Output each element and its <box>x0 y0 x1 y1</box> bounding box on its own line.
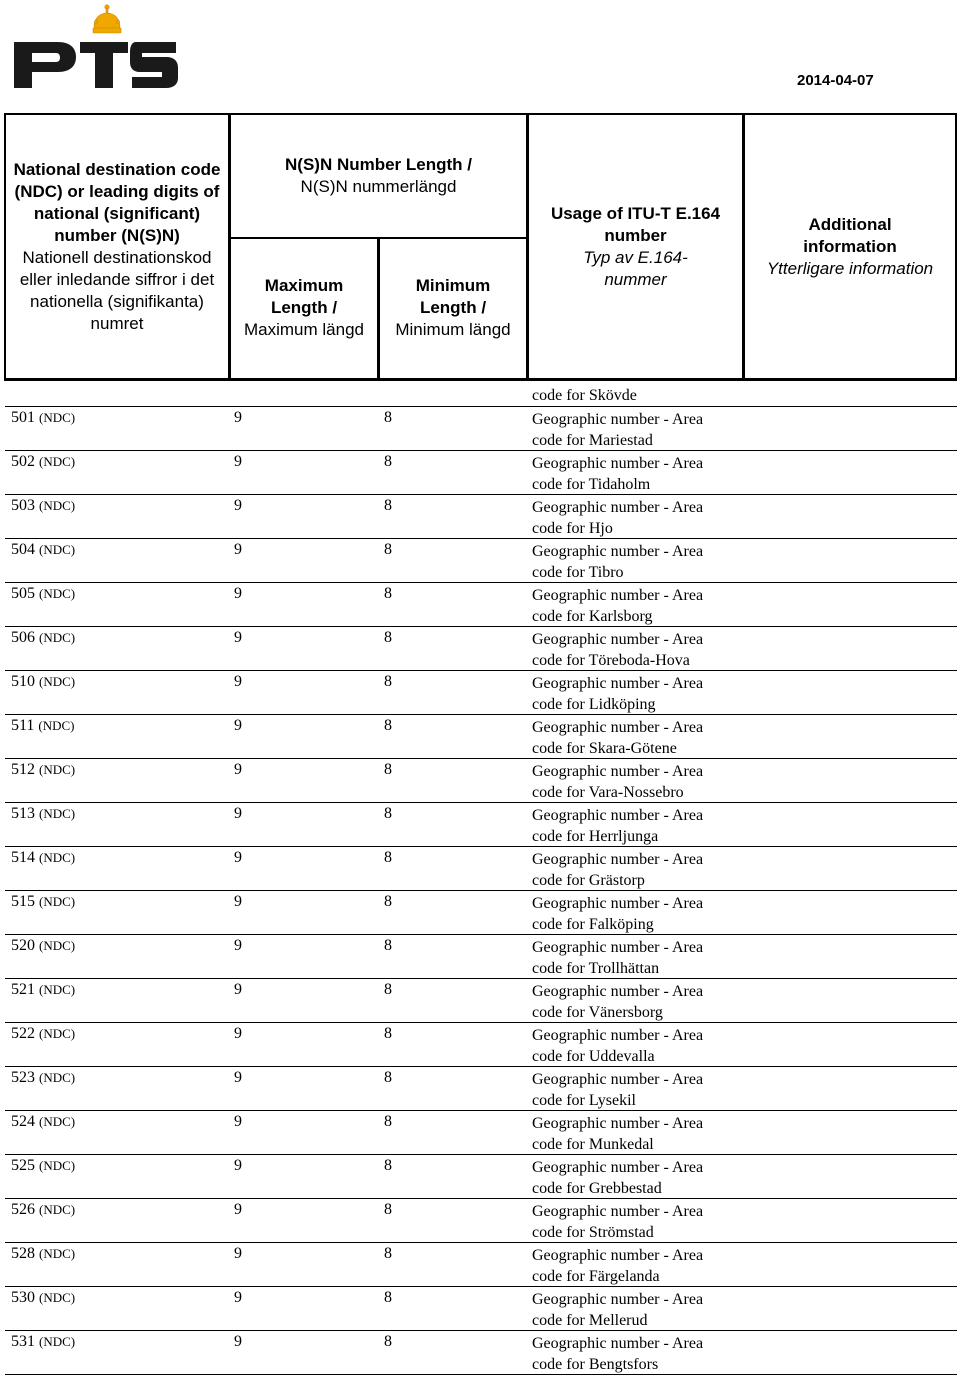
usage: Geographic number - Area code for Falköping <box>532 895 704 933</box>
max-length: 9 <box>234 717 242 734</box>
max-length: 9 <box>234 541 242 558</box>
max-length: 9 <box>234 673 242 690</box>
ndc-code: 515 (NDC) <box>11 893 76 910</box>
header-additional-en: Additional information <box>803 214 897 256</box>
usage: Geographic number - Area code for Lysekil <box>532 1071 704 1109</box>
min-length: 8 <box>384 629 392 646</box>
usage: Geographic number - Area code for Grebbestad <box>532 1159 704 1197</box>
header-col-usage <box>529 115 742 378</box>
usage: Geographic number - Area code for Mellerud <box>532 1291 704 1329</box>
ndc-code: 501 (NDC) <box>11 409 76 426</box>
max-length: 9 <box>234 409 242 426</box>
max-length: 9 <box>234 1333 242 1350</box>
min-length: 8 <box>384 893 392 910</box>
ndc-code: 505 (NDC) <box>11 585 76 602</box>
usage-continuation: code for Skövde <box>532 387 637 404</box>
ndc-code: 530 (NDC) <box>11 1289 76 1306</box>
max-length: 9 <box>234 937 242 954</box>
min-length: 8 <box>384 717 392 734</box>
max-length: 9 <box>234 585 242 602</box>
max-length: 9 <box>234 761 242 778</box>
ndc-code: 521 (NDC) <box>11 981 76 998</box>
pts-logo <box>10 2 180 92</box>
usage: Geographic number - Area code for Munkedal <box>532 1115 704 1153</box>
table-row <box>5 407 957 451</box>
min-length: 8 <box>384 585 392 602</box>
usage: Geographic number - Area code for Vara-Nossebro <box>532 763 704 801</box>
ndc-code: 511 (NDC) <box>11 717 75 734</box>
ndc-code: 522 (NDC) <box>11 1025 76 1042</box>
header-col-min <box>380 237 526 379</box>
max-length: 9 <box>234 1245 242 1262</box>
max-length: 9 <box>234 981 242 998</box>
usage: Geographic number - Area code for Tidaholm <box>532 455 704 493</box>
max-length: 9 <box>234 805 242 822</box>
table-row <box>5 583 957 627</box>
header-usage-sv: Typ av E.164-nummer <box>583 247 688 289</box>
max-length: 9 <box>234 1289 242 1306</box>
usage: Geographic number - Area code for Vänersborg <box>532 983 704 1021</box>
ndc-code: 526 (NDC) <box>11 1201 76 1218</box>
header-min-en: Minimum Length / <box>415 276 491 317</box>
max-length: 9 <box>234 893 242 910</box>
svg-text:PTS: PTS <box>20 2 22 3</box>
min-length: 8 <box>384 761 392 778</box>
document-date: 2014-04-07 <box>797 72 874 89</box>
table-row <box>5 495 957 539</box>
max-length: 9 <box>234 1069 242 1086</box>
ndc-code: 510 (NDC) <box>11 673 76 690</box>
header-col-length <box>231 115 526 237</box>
crown-icon <box>93 5 121 33</box>
table-row <box>5 979 957 1023</box>
min-length: 8 <box>384 1333 392 1350</box>
table-row <box>5 803 957 847</box>
min-length: 8 <box>384 541 392 558</box>
usage: Geographic number - Area code for Töreboda-Hova <box>532 631 704 669</box>
usage: Geographic number - Area code for Bengtsfors <box>532 1335 704 1373</box>
min-length: 8 <box>384 1201 392 1218</box>
ndc-code: 524 (NDC) <box>11 1113 76 1130</box>
ndc-code: 512 (NDC) <box>11 761 76 778</box>
header-max-sv: Maximum längd <box>244 320 364 339</box>
usage: Geographic number - Area code for Herrljunga <box>532 807 704 845</box>
min-length: 8 <box>384 937 392 954</box>
table-header <box>4 113 957 381</box>
min-length: 8 <box>384 1069 392 1086</box>
table-row <box>5 1155 957 1199</box>
usage: Geographic number - Area code for Lidköping <box>532 675 704 713</box>
min-length: 8 <box>384 1113 392 1130</box>
usage: Geographic number - Area code for Färgelanda <box>532 1247 704 1285</box>
max-length: 9 <box>234 1201 242 1218</box>
ndc-code: 523 (NDC) <box>11 1069 76 1086</box>
header-col-ndc-en: National destination code (NDC) or leading digits of national (significant) number (N(S)N) <box>13 159 221 245</box>
header-col-max <box>231 237 377 379</box>
max-length: 9 <box>234 497 242 514</box>
min-length: 8 <box>384 673 392 690</box>
usage: Geographic number - Area code for Trollhättan <box>532 939 704 977</box>
table-row-continuation <box>5 383 957 407</box>
ndc-code: 503 (NDC) <box>11 497 76 514</box>
min-length: 8 <box>384 981 392 998</box>
usage: Geographic number - Area code for Skara-Götene <box>532 719 704 757</box>
min-length: 8 <box>384 1289 392 1306</box>
min-length: 8 <box>384 1025 392 1042</box>
header-col-ndc-sv: Nationell destinationskod eller inledande siffror i det nationella (signifikanta) numret <box>19 247 215 333</box>
table-row <box>5 759 957 803</box>
usage: Geographic number - Area code for Grästorp <box>532 851 704 889</box>
header-col-additional <box>745 115 955 378</box>
table-row <box>5 627 957 671</box>
ndc-code: 528 (NDC) <box>11 1245 76 1262</box>
table-row <box>5 1111 957 1155</box>
table-row <box>5 935 957 979</box>
max-length: 9 <box>234 629 242 646</box>
table-row <box>5 715 957 759</box>
ndc-code: 525 (NDC) <box>11 1157 76 1174</box>
min-length: 8 <box>384 1245 392 1262</box>
usage: Geographic number - Area code for Strömstad <box>532 1203 704 1241</box>
usage: Geographic number - Area code for Hjo <box>532 499 704 537</box>
header-max-en: Maximum Length / <box>264 276 344 317</box>
ndc-code: 504 (NDC) <box>11 541 76 558</box>
max-length: 9 <box>234 849 242 866</box>
max-length: 9 <box>234 1113 242 1130</box>
table-row <box>5 539 957 583</box>
header-additional-sv: Ytterligare information <box>766 258 934 278</box>
max-length: 9 <box>234 453 242 470</box>
header-min-sv: Minimum längd <box>395 320 511 339</box>
min-length: 8 <box>384 805 392 822</box>
table-row <box>5 891 957 935</box>
table-row <box>5 1199 957 1243</box>
min-length: 8 <box>384 849 392 866</box>
table-row <box>5 451 957 495</box>
min-length: 8 <box>384 1157 392 1174</box>
table-row <box>5 671 957 715</box>
usage: Geographic number - Area code for Uddevalla <box>532 1027 704 1065</box>
usage: Geographic number - Area code for Mariestad <box>532 411 704 449</box>
usage: Geographic number - Area code for Tibro <box>532 543 704 581</box>
ndc-code: 520 (NDC) <box>11 937 76 954</box>
header-usage-en: Usage of ITU-T E.164 number <box>550 203 721 245</box>
min-length: 8 <box>384 453 392 470</box>
header-col-ndc <box>6 115 228 378</box>
table-row <box>5 1243 957 1287</box>
usage: Geographic number - Area code for Karlsborg <box>532 587 704 625</box>
ndc-code: 506 (NDC) <box>11 629 76 646</box>
table-row <box>5 1331 957 1375</box>
table-row <box>5 1023 957 1067</box>
table-row <box>5 1287 957 1331</box>
header-length-title-sv: N(S)N nummerlängd <box>300 177 457 196</box>
table-body <box>5 383 957 1375</box>
max-length: 9 <box>234 1157 242 1174</box>
min-length: 8 <box>384 497 392 514</box>
ndc-code: 531 (NDC) <box>11 1333 76 1350</box>
header-length-title-en: N(S)N Number Length / <box>285 155 472 174</box>
table-row <box>5 847 957 891</box>
min-length: 8 <box>384 409 392 426</box>
ndc-code: 502 (NDC) <box>11 453 76 470</box>
max-length: 9 <box>234 1025 242 1042</box>
table-row <box>5 1067 957 1111</box>
ndc-code: 513 (NDC) <box>11 805 76 822</box>
ndc-code: 514 (NDC) <box>11 849 76 866</box>
